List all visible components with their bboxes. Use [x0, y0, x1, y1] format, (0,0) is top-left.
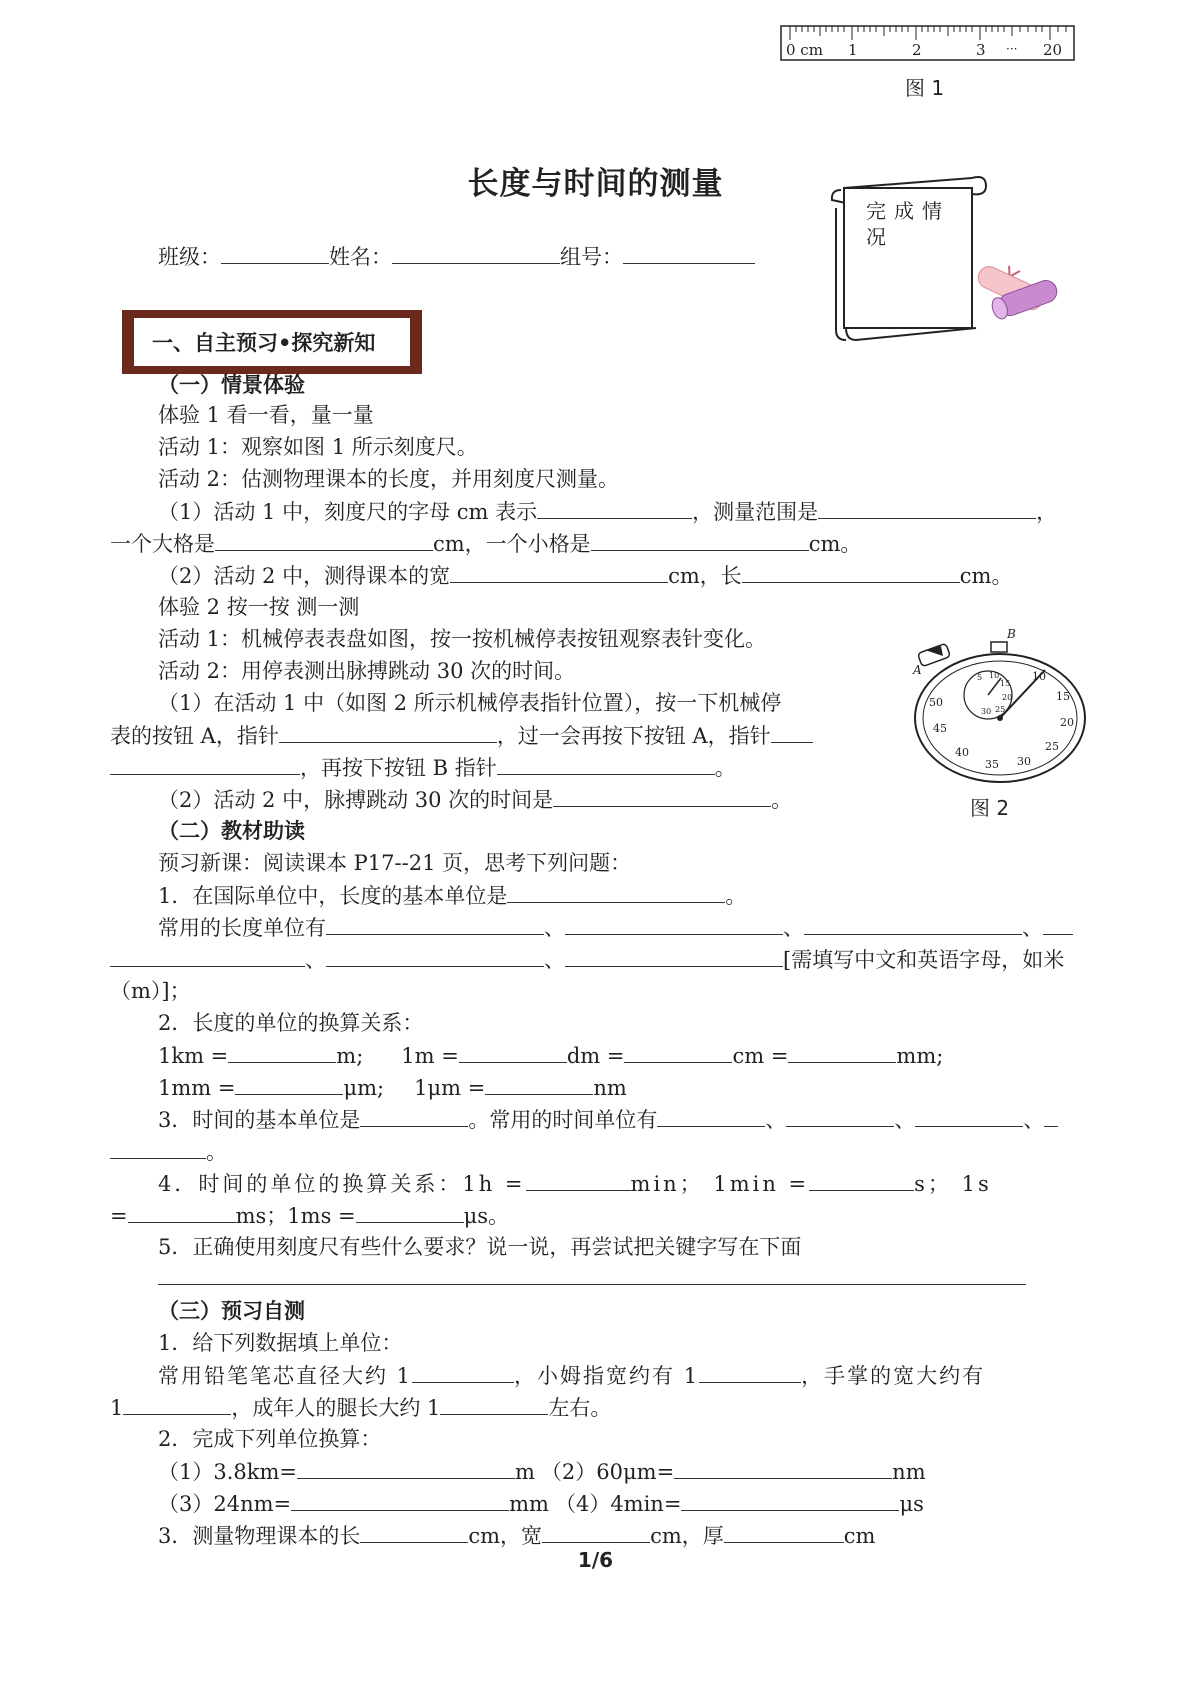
- dial-number: 30: [1017, 755, 1031, 768]
- inner-dial-number: 15: [1000, 679, 1011, 688]
- question-text: μs。: [463, 1204, 510, 1228]
- reading-item5: 5．正确使用刻度尺有些什么要求？说一说，再尝试把关键字写在下面: [158, 1235, 802, 1259]
- test-item2: 2．完成下列单位换算：: [158, 1427, 382, 1451]
- answer-blank[interactable]: [128, 1200, 236, 1223]
- subsection-heading: （一）情景体验: [158, 373, 305, 397]
- inner-dial-number: 30: [981, 707, 992, 716]
- exp1-question1-cont: [110, 528, 861, 559]
- reading-item1-units: [158, 912, 1073, 943]
- separator: 、: [544, 916, 565, 940]
- question-text: ，小姆指宽约有 1: [514, 1364, 700, 1388]
- inner-dial-number: 20: [1002, 693, 1013, 702]
- ruler-tick-label: 0 cm: [786, 41, 823, 59]
- reading-item1-units-cont: [110, 944, 1064, 975]
- answer-blank[interactable]: [526, 1168, 631, 1191]
- inner-dial-number: 25: [995, 705, 1006, 714]
- question-text: dm =: [566, 1044, 625, 1068]
- reading-item1: [158, 880, 746, 911]
- inner-dial-number: 5: [977, 673, 983, 682]
- subsection-heading: （三）预习自测: [158, 1299, 305, 1323]
- dial-number: 25: [1045, 740, 1059, 753]
- question-text: cm。: [959, 564, 1013, 588]
- question-text: μs: [899, 1492, 924, 1516]
- answer-blank[interactable]: [542, 1520, 650, 1543]
- answer-blank[interactable]: [742, 560, 960, 583]
- ruler-tick-label: ···: [1006, 42, 1018, 56]
- separator: 、: [305, 948, 326, 972]
- ruler-tick-label: 20: [1043, 41, 1063, 59]
- answer-blank[interactable]: [771, 720, 813, 743]
- question-text: nm: [892, 1460, 926, 1484]
- question-text: （1）活动 1 中，刻度尺的字母 cm 表示: [158, 500, 538, 524]
- separator: 、: [894, 1108, 916, 1132]
- answer-blank[interactable]: [356, 1200, 464, 1223]
- dial-number: 20: [1060, 716, 1074, 729]
- question-text: cm，长: [668, 564, 742, 588]
- question-text: 1m =: [401, 1044, 459, 1068]
- class-label: 班级：: [158, 245, 221, 269]
- class-blank[interactable]: [221, 241, 329, 264]
- subsection-heading: （二）教材助读: [158, 819, 305, 843]
- question-text: 1．在国际单位中，长度的基本单位是: [158, 884, 508, 908]
- answer-blank[interactable]: [326, 912, 544, 935]
- question-text: ，: [1036, 500, 1058, 524]
- answer-blank[interactable]: [459, 1040, 567, 1063]
- answer-blank[interactable]: [110, 752, 300, 775]
- exp1-activity2: 活动 2：估测物理课本的长度，并用刻度尺测量。: [158, 467, 620, 491]
- question-text: （1）3.8km=: [158, 1460, 297, 1484]
- question-text: 4．时间的单位的换算关系：1h =: [158, 1172, 526, 1196]
- answer-blank[interactable]: [360, 1520, 468, 1543]
- test-item1: 1．给下列数据填上单位：: [158, 1331, 403, 1355]
- question-text: （2）60μm=: [540, 1460, 675, 1484]
- separator: 、: [544, 948, 565, 972]
- answer-blank[interactable]: [485, 1072, 593, 1095]
- reading-item2: 2．长度的单位的换算关系：: [158, 1011, 424, 1035]
- question-text: μm;: [343, 1076, 385, 1100]
- group-label: 组号：: [560, 245, 623, 269]
- answer-blank[interactable]: [786, 1104, 894, 1127]
- section-banner: [122, 310, 422, 374]
- answer-blank[interactable]: [440, 1392, 548, 1415]
- question-text: 3．时间的基本单位是: [158, 1108, 361, 1132]
- answer-blank[interactable]: [674, 1456, 892, 1479]
- question-text: （2）活动 2 中，测得课本的宽: [158, 564, 451, 588]
- test-item2-row1: [158, 1456, 926, 1487]
- answer-blank[interactable]: [110, 944, 305, 967]
- test-item3: [158, 1520, 875, 1551]
- conversion-row2: [158, 1072, 627, 1103]
- question-text: 1mm =: [158, 1076, 236, 1100]
- stopwatch-button-a: [918, 643, 951, 666]
- scroll-text: 完成情况: [866, 199, 950, 249]
- answer-blank[interactable]: [497, 752, 715, 775]
- conversion-row1: [158, 1040, 943, 1071]
- answer-blank[interactable]: [565, 944, 783, 967]
- question-text: 1μm =: [414, 1076, 486, 1100]
- question-text: ，手掌的宽大约有: [801, 1364, 986, 1388]
- question-text: m;: [336, 1044, 364, 1068]
- answer-blank[interactable]: [235, 1072, 343, 1095]
- separator: 、: [1023, 1108, 1045, 1132]
- question-text: 3．测量物理课本的长: [158, 1524, 361, 1548]
- name-label: 姓名：: [329, 245, 392, 269]
- question-text: s； 1s: [914, 1172, 992, 1196]
- question-text: =: [110, 1204, 128, 1228]
- reading-intro: 预习新课：阅读课本 P17--21 页，思考下列问题：: [158, 851, 632, 875]
- question-text: mm;: [896, 1044, 944, 1068]
- writing-line[interactable]: [158, 1284, 1026, 1285]
- exp1-title: 体验 1 看一看，量一量: [158, 403, 374, 427]
- question-text: 常用的长度单位有: [158, 916, 326, 940]
- exp1-activity1: 活动 1：观察如图 1 所示刻度尺。: [158, 435, 478, 459]
- exp2-activity2: 活动 2：用停表测出脉搏跳动 30 次的时间。: [158, 659, 576, 683]
- student-info-line: [158, 241, 755, 272]
- answer-blank[interactable]: [450, 560, 668, 583]
- test-item1-text-cont: [110, 1392, 611, 1423]
- answer-blank[interactable]: [507, 880, 725, 903]
- dial-number: 35: [985, 758, 999, 771]
- question-text: 。: [714, 756, 736, 780]
- exp2-question1-cont2: [110, 752, 736, 783]
- ruler-tick-label: 2: [912, 41, 922, 59]
- question-text: （4）4min=: [554, 1492, 682, 1516]
- exp2-question2: [158, 784, 792, 815]
- answer-blank[interactable]: [553, 784, 771, 807]
- button-a-label: A: [913, 663, 922, 677]
- answer-blank[interactable]: [279, 720, 497, 743]
- question-text: （3）24nm=: [158, 1492, 292, 1516]
- exp1-question1: [158, 496, 1057, 527]
- reading-item1-note: （m）]；: [110, 979, 191, 1003]
- question-text: 常用铅笔笔芯直径大约 1: [158, 1364, 413, 1388]
- answer-blank[interactable]: [537, 496, 692, 519]
- answer-blank[interactable]: [681, 1488, 899, 1511]
- answer-blank[interactable]: [915, 1104, 1023, 1127]
- name-blank[interactable]: [392, 241, 560, 264]
- test-item1-text: [158, 1360, 985, 1391]
- exp2-question1: （1）在活动 1 中（如图 2 所示机械停表指针位置），按一下机械停: [158, 691, 782, 715]
- question-text: cm: [843, 1524, 876, 1548]
- answer-blank[interactable]: [788, 1040, 896, 1063]
- answer-blank[interactable]: [699, 1360, 801, 1383]
- question-text: m: [515, 1460, 535, 1484]
- answer-blank[interactable]: [228, 1040, 336, 1063]
- scroll-illustration: [826, 168, 1076, 348]
- question-text: 。: [725, 884, 747, 908]
- answer-blank[interactable]: [110, 1136, 206, 1159]
- question-text: mm: [509, 1492, 549, 1516]
- reading-item3-cont: [110, 1136, 227, 1167]
- button-b-label: B: [1007, 628, 1016, 641]
- exp2-question1-cont: [110, 720, 813, 751]
- figure1-caption: 图 1: [905, 76, 945, 100]
- dial-number: 50: [929, 696, 943, 709]
- question-text: cm。: [808, 532, 862, 556]
- stopwatch-button-b: [991, 642, 1007, 652]
- answer-blank[interactable]: [724, 1520, 844, 1543]
- question-text: ，成年人的腿长大约 1: [231, 1396, 441, 1420]
- ruler-tick-label: 3: [976, 41, 986, 59]
- figure2-caption: 图 2: [970, 796, 1010, 820]
- dial-number: 15: [1056, 690, 1070, 703]
- answer-blank[interactable]: [624, 1040, 732, 1063]
- answer-blank[interactable]: [1044, 1104, 1058, 1127]
- ruler-figure: [780, 22, 1076, 62]
- exp2-title: 体验 2 按一按 测一测: [158, 595, 360, 619]
- reading-item3: [158, 1104, 1058, 1135]
- page-title: 长度与时间的测量: [467, 166, 724, 202]
- group-blank[interactable]: [623, 241, 755, 264]
- question-text: cm =: [732, 1044, 789, 1068]
- separator: 、: [783, 916, 804, 940]
- exp2-activity1: 活动 1：机械停表表盘如图，按一按机械停表按钮观察表针变化。: [158, 627, 767, 651]
- question-text: cm，宽: [468, 1524, 543, 1548]
- answer-blank[interactable]: [804, 912, 1022, 935]
- answer-blank[interactable]: [326, 944, 544, 967]
- dial-number: 45: [933, 722, 947, 735]
- question-text: 1km =: [158, 1044, 229, 1068]
- question-text: 左右。: [548, 1396, 612, 1420]
- answer-blank[interactable]: [412, 1360, 514, 1383]
- question-text: 。: [771, 788, 793, 812]
- question-text: ms；1ms =: [235, 1204, 356, 1228]
- answer-blank[interactable]: [1043, 912, 1073, 935]
- question-text: 表的按钮 A，指针: [110, 724, 279, 748]
- question-text: 1: [110, 1396, 124, 1420]
- dial-number: 10: [1032, 670, 1046, 683]
- ruler-tick-label: 1: [848, 41, 858, 59]
- answer-blank[interactable]: [818, 496, 1036, 519]
- answer-blank[interactable]: [565, 912, 783, 935]
- answer-blank[interactable]: [360, 1104, 468, 1127]
- answer-blank[interactable]: [809, 1168, 914, 1191]
- page-number: 1/6: [577, 1548, 614, 1572]
- separator: 、: [1022, 916, 1043, 940]
- question-text: cm，厚: [650, 1524, 724, 1548]
- question-text: 。常用的时间单位有: [468, 1108, 658, 1132]
- answer-blank[interactable]: [297, 1456, 515, 1479]
- reading-item4: [158, 1168, 992, 1199]
- exp1-question2: [158, 560, 1012, 591]
- question-text: cm，一个小格是: [433, 532, 591, 556]
- question-text: （2）活动 2 中，脉搏跳动 30 次的时间是: [158, 788, 554, 812]
- answer-blank[interactable]: [291, 1488, 509, 1511]
- question-text: nm: [593, 1076, 627, 1100]
- answer-blank[interactable]: [591, 528, 809, 551]
- dial-number: 40: [955, 746, 969, 759]
- separator: 、: [765, 1108, 787, 1132]
- answer-blank[interactable]: [123, 1392, 231, 1415]
- answer-blank[interactable]: [215, 528, 433, 551]
- test-item2-row2: [158, 1488, 924, 1519]
- question-text: 。: [206, 1140, 227, 1164]
- question-text: [需填写中文和英语字母，如米: [783, 948, 1065, 972]
- inner-dial-number: 10: [989, 671, 1000, 680]
- reading-item4-cont: [110, 1200, 509, 1231]
- stopwatch-figure: [905, 628, 1095, 788]
- question-text: ，测量范围是: [692, 500, 819, 524]
- question-text: min； 1min =: [630, 1172, 810, 1196]
- question-text: ，过一会再按下按钮 A，指针: [496, 724, 771, 748]
- question-text: 一个大格是: [110, 532, 215, 556]
- question-text: ，再按下按钮 B 指针: [300, 756, 497, 780]
- section-banner-label: 一、自主预习•探究新知: [134, 318, 410, 366]
- answer-blank[interactable]: [657, 1104, 765, 1127]
